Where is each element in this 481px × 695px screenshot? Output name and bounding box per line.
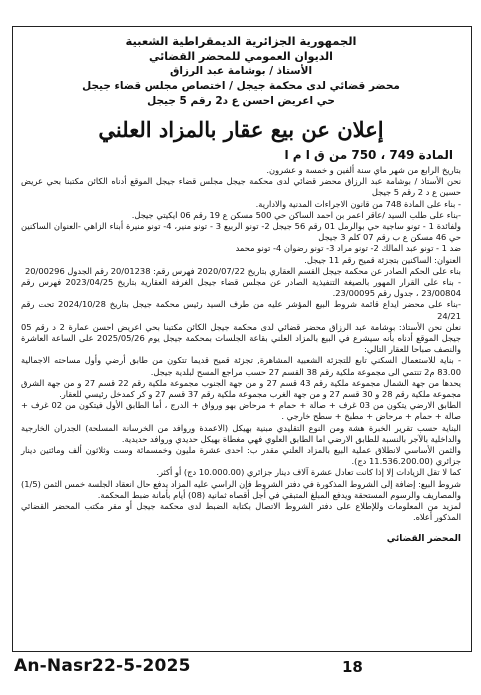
body-paragraph: البناية حسب تقرير الخبرة هشة ومن النوع التقليدي مبنية بهيكل (الاعمدة وروافد من الخرسانة المسلحة) الجدران الخارجية والداخلية بالآجر بالنسبة للطابق الارضي اما الطابق العلوي فهي مغطاة بهيكل حديدي وروافد حديدية.: [21, 422, 461, 444]
bailiff-name: الأستاذ / بوشامة عبد الرزاق: [169, 65, 313, 77]
body-paragraph: بناء على الحكم الصادر عن محكمة جيجل القسم العقاري بتاريخ 2020/07/22 فهرس رقم: 20/01238 رقم الجدول 20/00296: [24, 265, 461, 276]
body-paragraph: ضد 1 - تونو عبد المالك 2- تونو مراد 3- تونو رضوان 4- تونو محمد: [235, 243, 461, 254]
body-paragraph: يحدها من جهة الشمال مجموعة ملكية رقم 43 قسم 27 و من جهة الجنوب مجموعة ملكية رقم 22 قسم 27 و من جهة الشرق مجموعة ملكية رقم 28 و 30 قسم 27 و من جهة الغرب مجموعة ملكية رقم 37 قسم 27 و كر كمدخل رئيسي للعقار.: [21, 377, 461, 400]
publication-date: An-Nasr22-5-2025: [14, 656, 191, 676]
body-paragraph: -بناء على محضر ايداع قائمة شروط البيع المؤشر عليه من طرف السيد رئيس محكمة جيجل بتاريخ 2024/10/28 تحت رقم 24/21: [21, 299, 461, 321]
notice-body: [21, 165, 461, 524]
body-paragraph: والثمن الأساسي لانطلاق عملية البيع بالمزاد العلني مقدر ب: احدى عشرة مليون وخمسمائة وست وثلاثون ألف ومائتين دينار جزائري (11.536.200.00 دج).: [21, 445, 461, 467]
office-address: حي اعريض احسن ع د2 رقم 5 جيجل: [147, 95, 335, 107]
body-paragraph: نحن الأستاذ / بوشامة عبد الرزاق محضر قضائي لدى محكمة جيجل مجلس قضاء جيجل الموقع أدناه الكائن مكتبنا بحي عريض حسين ع د 2 رقم 5 جيجل: [21, 176, 461, 198]
republic-heading: الجمهورية الجزائرية الديمقراطية الشعبية: [125, 34, 357, 48]
body-paragraph: - بناية للاستعمال السكني تابع للتجزئة الشعبية المشاهرة, تجزئة قميح قديما تتكون من طابق أرضي وأول مساحته الاجمالية 83.00 م2 تنتمي الى مجموعة ملكية رقم 38 القسم 27 حسب مراجع المسح لبلدية جيجل.: [21, 355, 461, 377]
body-paragraph: -بناء على طلب السيد /عاقر اعمر بن احمد الساكن حي 500 مسكن ع 19 رقم 06 ايكيتي جيجل.: [131, 209, 461, 220]
body-paragraph: نعلن نحن الأستاذ: بوشامة عبد الرزاق محضر قضائي لدى محكمة جيجل الكائن مكتبنا بحي اعريض احسن عمارة 2 د رقم 05 جيجل الموقع أدناه بأنه سيشرع في البيع بالمزاد العلني بقاعة الجلسات بمحكمة جيجل يوم 2025/05/26 على الساعة العاشرة والنصف صباحا للعقار التالي:: [21, 321, 462, 355]
notice-title: إعلان عن بيع عقار بالمزاد العلني: [98, 117, 384, 142]
page-number: 18: [342, 658, 363, 676]
body-paragraph: شروط البيع: إضافة إلى الشروط المذكورة في دفتر الشروط فإن الراسي عليه المزاد يدفع حال انعقاد الجلسة خمس الثمن (1/5) والمصاريف والرسوم المستحقة ويدفع المبلغ المتبقي في أجل أقصاه ثمانية (08) أيام بأمانة ضبط المحكمة.: [21, 478, 461, 500]
signature: المحضر القضائي: [386, 533, 461, 544]
office-heading: الديوان العمومي للمحضر القضائي: [149, 50, 333, 63]
court-line: محضر قضائي لدى محكمة جيجل / اختصاص مجلس قضاء جيجل: [82, 80, 400, 92]
notice-content: [21, 33, 461, 646]
body-paragraph: - بناء على المادة 748 من قانون الاجراءات المدنية والادارية.: [255, 198, 461, 209]
body-paragraph: ولفائدة 1 - تونو ساجية حي بوالرمل 01 رقم 56 جيجل 2- تونو الربيع 3 - تونو منير، 4- تونو منيرة أبناء الزاهي -العنوان الساكنين حي 46 مسكن ع ب رقم 07 كلم 3 جيجل: [21, 221, 461, 243]
body-paragraph: الطابق الارضي يتكون من 03 غرف + صالة + حمام + مرحاض بهو ورواق + الدرج ، أما الطابق الأول فيتكون من 02 غرف + صالة + حمام + مرحاض + مطبخ + سطح خارجي .: [21, 400, 462, 422]
body-paragraph: العنوان: الساكنين بتجزئة قميح رقم 11 جيجل.: [304, 254, 461, 265]
body-paragraph: لمزيد من المعلومات وللإطلاع على دفتر الشروط الاتصال بكتابة الضبط لدى محكمة جيجل أو مقر مكتب المحضر القضائي المذكور أعلاه.: [21, 501, 461, 523]
legal-articles: المادة 749 ، 750 من ق ا م ا: [284, 148, 453, 162]
body-paragraph: بتاريخ الرابع من شهر ماي سنة ألفين و خمسة و عشرون.: [266, 165, 461, 175]
page-footer: [12, 652, 470, 680]
body-paragraph: كما لا تقل الزيادات إلا إذا كانت تعادل عشرة آلاف دينار جزائري (10.000.00 دج) أو أكثر.: [156, 467, 461, 478]
body-paragraph: - بناء على القرار المهور بالصيغة التنفيذية الصادر عن مجلس قضاء جيجل الغرفة العقارية بتاريخ 2023/04/25 فهرس رقم 23/00804 ، جدول رقم 23/00095.: [21, 277, 461, 299]
